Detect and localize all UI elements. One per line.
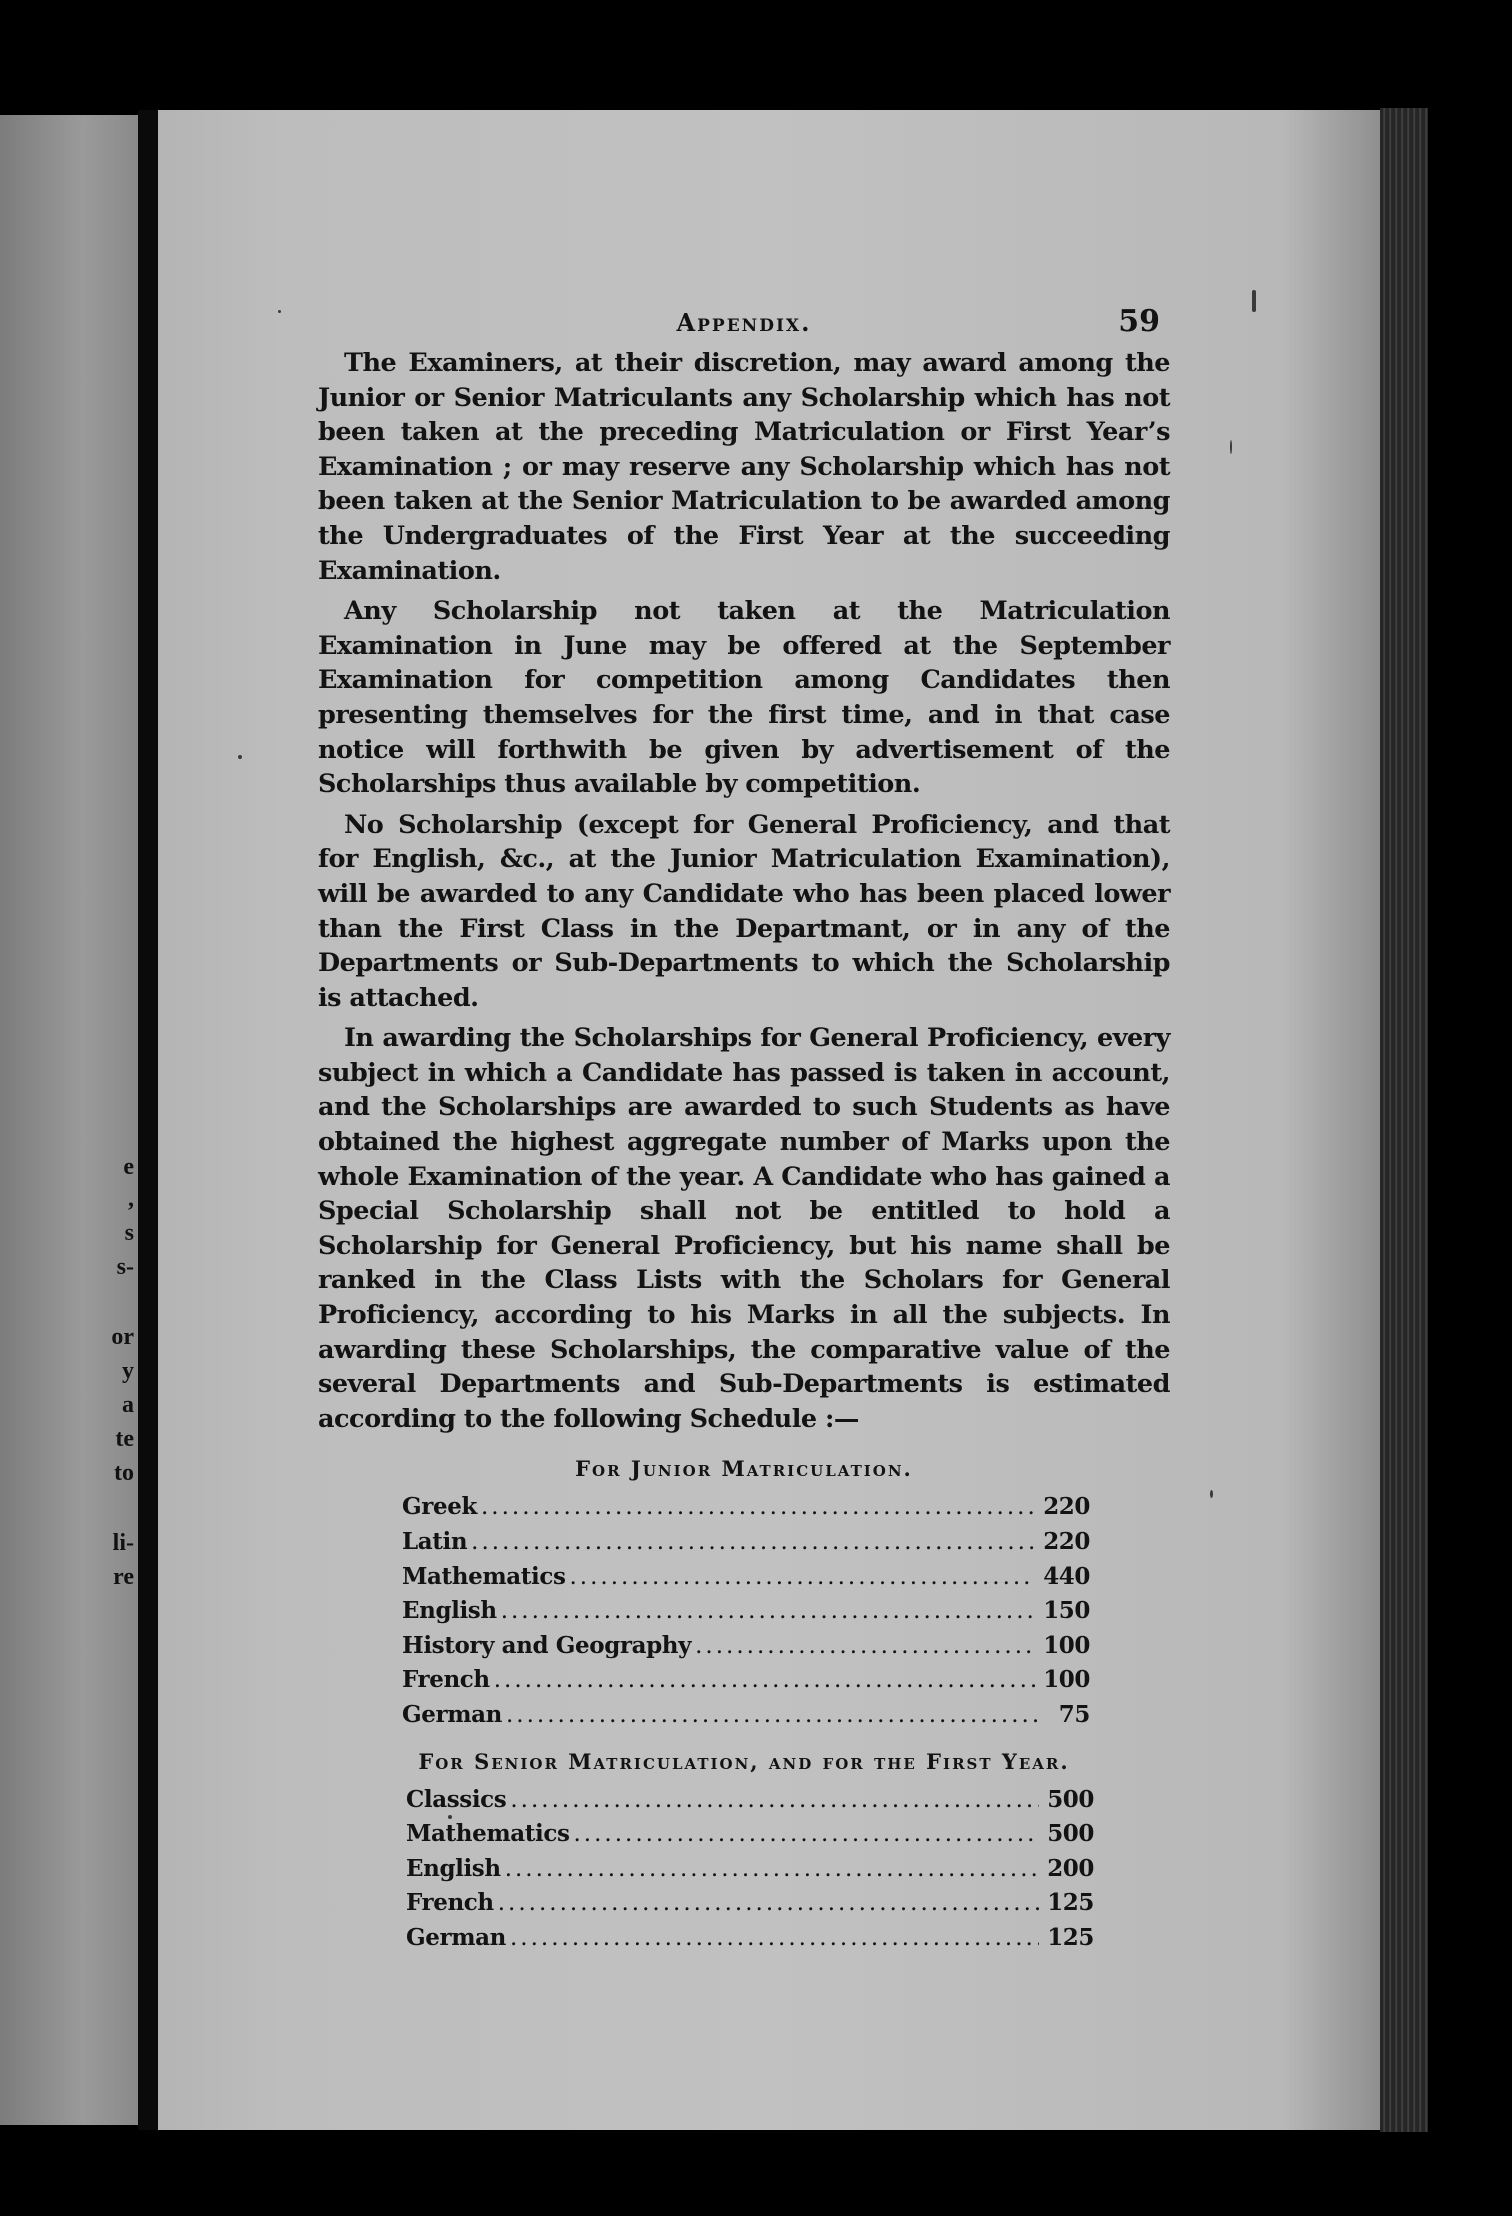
- paragraph: The Examiners, at their discretion, may award among the Junior or Senior Matriculants any Scholarship which has not been taken at the preceding Matriculation or First Year’s Examination ; or may reserve any Scholarship which has not been taken at the Senior Matriculation to be awarded among the Undergraduates of the First Year at the succeeding Examination.: [318, 348, 1170, 586]
- subject-name: German: [402, 1700, 502, 1728]
- leader-dots: [471, 1526, 1035, 1560]
- book-gutter: [138, 110, 158, 2130]
- subject-name: History and Geography: [402, 1631, 692, 1659]
- subject-value: 125: [1047, 1889, 1094, 1917]
- paragraph: No Scholarship (except for General Proficiency, and that for English, &c., at the Junior Matriculation Examination), will be awarded to any Candidate who has been placed lower than the First Class in the Departmant, or in any of the Departments or Sub-Departments to which the Scholarship is attached.: [318, 809, 1170, 1013]
- leader-dots: [695, 1630, 1035, 1664]
- subject-name: Greek: [402, 1493, 477, 1521]
- facing-page-letter: s-: [116, 1254, 134, 1280]
- senior-matriculation-schedule: [318, 1747, 1170, 1956]
- subject-name: French: [402, 1666, 490, 1694]
- facing-page-fragment: [0, 115, 138, 2125]
- facing-page-letter: y: [122, 1358, 134, 1384]
- leader-dots: [510, 1784, 1039, 1818]
- facing-page-letter: li-: [112, 1530, 134, 1556]
- facing-page-letter: to: [114, 1460, 134, 1486]
- leader-dots: [510, 1922, 1039, 1956]
- leader-dots: [570, 1561, 1036, 1595]
- schedule-row: [402, 1698, 1090, 1733]
- junior-matriculation-schedule: [318, 1454, 1170, 1732]
- facing-page-letter: a: [122, 1392, 134, 1418]
- subject-value: 200: [1047, 1854, 1094, 1882]
- paragraph: In awarding the Scholarships for General Proficiency, every subject in which a Candidate has passed is taken in account, and the Scholarships are awarded to such Students as have obtained the highest aggregate number of Marks upon the whole Examination of the year. A Candidate who has gained a Special Scholarship shall not be entitled to hold a Scholarship for General Proficiency, but his name shall be ranked in the Class Lists with the Scholars for General Proficiency, according to his Marks in all the subjects. In awarding these Scholarships, the comparative value of the several Departments and Sub-Departments is estimated according to the following Schedule :—: [318, 1023, 1170, 1434]
- schedule-row: [402, 1525, 1090, 1560]
- subject-value: 125: [1047, 1923, 1094, 1951]
- subject-value: 500: [1047, 1785, 1094, 1813]
- subject-name: German: [406, 1923, 506, 1951]
- subject-name: French: [406, 1889, 494, 1917]
- page-number: 59: [1118, 304, 1160, 339]
- facing-page-letter: te: [115, 1426, 134, 1452]
- paragraph: Any Scholarship not taken at the Matriculation Examination in June may be offered at the September Examination for competition among Candidates then presenting themselves for the first time, and in that case notice will forthwith be given by advertisement of the Scholarships thus available by competition.: [318, 596, 1170, 800]
- schedule-row: [402, 1663, 1090, 1698]
- schedule-row: [402, 1560, 1090, 1595]
- table-heading: For Senior Matriculation, and for the First Year.: [418, 1748, 1070, 1774]
- subject-name: Classics: [406, 1785, 507, 1813]
- running-header: [318, 300, 1170, 346]
- subject-value: 220: [1043, 1528, 1090, 1555]
- subject-value: 220: [1043, 1493, 1090, 1521]
- leader-dots: [501, 1595, 1036, 1629]
- page-content: [318, 300, 1170, 1956]
- subject-value: 500: [1047, 1820, 1094, 1848]
- leader-dots: [505, 1853, 1040, 1887]
- subject-value: 100: [1043, 1631, 1090, 1659]
- subject-name: Latin: [402, 1528, 468, 1555]
- schedule-row: [406, 1886, 1094, 1921]
- table-heading: For Junior Matriculation.: [575, 1456, 913, 1482]
- schedule-row: [406, 1783, 1094, 1818]
- running-head-title: Appendix.: [676, 308, 812, 337]
- facing-page-letter: re: [113, 1564, 134, 1590]
- subject-value: 440: [1043, 1562, 1090, 1590]
- leader-dots: [498, 1887, 1039, 1921]
- facing-page-letter: ,: [128, 1186, 134, 1212]
- facing-page-letter: s: [124, 1220, 134, 1246]
- subject-value: 100: [1043, 1666, 1090, 1694]
- leader-dots: [481, 1491, 1035, 1525]
- subject-name: English: [402, 1597, 497, 1625]
- facing-page-letter: or: [111, 1324, 134, 1350]
- subject-name: Mathematics: [402, 1562, 566, 1590]
- schedule-row: [406, 1852, 1094, 1887]
- page-edge: [1380, 108, 1428, 2132]
- schedule-row: [402, 1629, 1090, 1664]
- leader-dots: [574, 1818, 1040, 1852]
- schedule-row: [406, 1817, 1094, 1852]
- schedule-row: [402, 1490, 1090, 1525]
- subject-value: 75: [1058, 1700, 1090, 1728]
- subject-name: Mathematics: [406, 1820, 570, 1848]
- leader-dots: [506, 1699, 1044, 1733]
- subject-value: 150: [1043, 1597, 1090, 1625]
- facing-page-letter: e: [123, 1154, 134, 1180]
- subject-name: English: [406, 1854, 501, 1882]
- schedule-row: [402, 1594, 1090, 1629]
- schedule-row: [406, 1921, 1094, 1956]
- leader-dots: [494, 1664, 1035, 1698]
